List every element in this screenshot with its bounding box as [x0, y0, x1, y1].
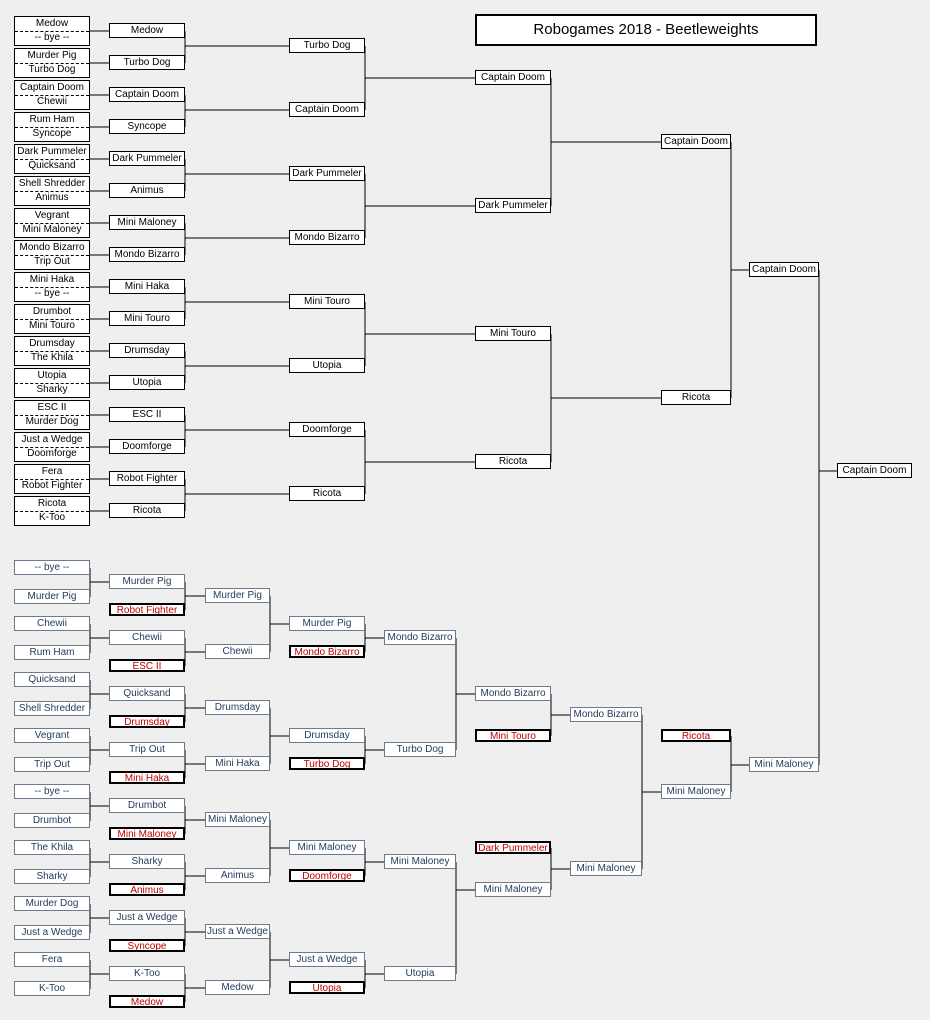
dropin-drumsday: Drumsday — [109, 715, 185, 728]
losers-r1-shell-shredder: Shell Shredder — [14, 701, 90, 716]
round1-match — [14, 208, 90, 238]
round2-mini-maloney: Mini Maloney — [109, 215, 185, 230]
entrant-name: Drumbot — [15, 305, 89, 320]
entrant-name: Rum Ham — [15, 113, 89, 128]
dropin-animus: Animus — [109, 883, 185, 896]
round2-esc-ii: ESC II — [109, 407, 185, 422]
entrant-name: Chewii — [36, 96, 67, 107]
losers-r1-bye: -- bye -- — [14, 560, 90, 575]
losers-r2-drumbot: Drumbot — [109, 798, 185, 813]
losers-r2-k-too: K-Too — [109, 966, 185, 981]
round2-utopia: Utopia — [109, 375, 185, 390]
losers-r1-fera: Fera — [14, 952, 90, 967]
entrant-name: The Khila — [30, 352, 74, 363]
round3-ricota: Ricota — [289, 486, 365, 501]
dropin-robot-fighter: Robot Fighter — [109, 603, 185, 616]
entrant-name: Syncope — [32, 128, 72, 139]
round5-ricota: Ricota — [661, 390, 731, 405]
round3-captain-doom: Captain Doom — [289, 102, 365, 117]
round4-mini-touro: Mini Touro — [475, 326, 551, 341]
losers-r4-murder-pig: Murder Pig — [289, 616, 365, 631]
round1-match — [14, 240, 90, 270]
entrant-name: ESC II — [15, 401, 89, 416]
losers-r2-chewii: Chewii — [109, 630, 185, 645]
entrant-name: Sharky — [36, 384, 68, 395]
dropin-syncope: Syncope — [109, 939, 185, 952]
losers-r6-mondo-bizarro: Mondo Bizarro — [475, 686, 551, 701]
dropin-mondo-bizarro: Mondo Bizarro — [289, 645, 365, 658]
entrant-name: Mondo Bizarro — [15, 241, 89, 256]
entrant-name: Dark Pummeler — [15, 145, 89, 160]
entrant-name: Mini Touro — [29, 320, 75, 331]
dropin-esc-ii: ESC II — [109, 659, 185, 672]
round2-mini-touro: Mini Touro — [109, 311, 185, 326]
losers-r2-just-a-wedge: Just a Wedge — [109, 910, 185, 925]
entrant-name: -- bye -- — [34, 288, 70, 299]
losers-r3-just-a-wedge: Just a Wedge — [205, 924, 270, 939]
entrant-name: Utopia — [15, 369, 89, 384]
losers-r1-k-too: K-Too — [14, 981, 90, 996]
losers-r2-murder-pig: Murder Pig — [109, 574, 185, 589]
entrant-name: Ricota — [15, 497, 89, 512]
round4-dark-pummeler: Dark Pummeler — [475, 198, 551, 213]
losers-r1-murder-dog: Murder Dog — [14, 896, 90, 911]
entrant-name: -- bye -- — [34, 32, 70, 43]
round1-match — [14, 48, 90, 78]
round2-turbo-dog: Turbo Dog — [109, 55, 185, 70]
round5-captain-doom: Captain Doom — [661, 134, 731, 149]
dropin-mini-maloney: Mini Maloney — [109, 827, 185, 840]
entrant-name: Captain Doom — [15, 81, 89, 96]
losers-r1-bye: -- bye -- — [14, 784, 90, 799]
round2-mondo-bizarro: Mondo Bizarro — [109, 247, 185, 262]
dropin-turbo-dog: Turbo Dog — [289, 757, 365, 770]
entrant-name: Trip Out — [34, 256, 70, 267]
round2-dark-pummeler: Dark Pummeler — [109, 151, 185, 166]
entrant-name: Robot Fighter — [21, 480, 83, 491]
entrant-name: Mini Maloney — [22, 224, 82, 235]
round1-match — [14, 368, 90, 398]
losers-r5-utopia: Utopia — [384, 966, 456, 981]
losers-r4-mini-maloney: Mini Maloney — [289, 840, 365, 855]
losers-r3-drumsday: Drumsday — [205, 700, 270, 715]
round2-animus: Animus — [109, 183, 185, 198]
entrant-name: Quicksand — [28, 160, 76, 171]
entrant-name: Turbo Dog — [28, 64, 76, 75]
losers-r3-animus: Animus — [205, 868, 270, 883]
round2-doomforge: Doomforge — [109, 439, 185, 454]
losers-r5-mini-maloney: Mini Maloney — [384, 854, 456, 869]
round1-match — [14, 432, 90, 462]
round1-match — [14, 304, 90, 334]
entrant-name: Doomforge — [27, 448, 77, 459]
dropin-mini-haka: Mini Haka — [109, 771, 185, 784]
round2-ricota: Ricota — [109, 503, 185, 518]
losers-r1-drumbot: Drumbot — [14, 813, 90, 828]
entrant-name: Mini Haka — [15, 273, 89, 288]
entrant-name: Medow — [15, 17, 89, 32]
round2-captain-doom: Captain Doom — [109, 87, 185, 102]
entrant-name: Shell Shredder — [15, 177, 89, 192]
losers-r1-quicksand: Quicksand — [14, 672, 90, 687]
losers-r5-turbo-dog: Turbo Dog — [384, 742, 456, 757]
round1-match — [14, 176, 90, 206]
losers-r8-mini-maloney: Mini Maloney — [661, 784, 731, 799]
round1-match — [14, 144, 90, 174]
winners-final-champion: Captain Doom — [749, 262, 819, 277]
grand-final-champion: Captain Doom — [837, 463, 912, 478]
entrant-name: Animus — [35, 192, 69, 203]
dropin-ricota: Ricota — [661, 729, 731, 742]
round1-match — [14, 496, 90, 526]
losers-r3-mini-maloney: Mini Maloney — [205, 812, 270, 827]
dropin-dark-pummeler: Dark Pummeler — [475, 841, 551, 854]
losers-r1-just-a-wedge: Just a Wedge — [14, 925, 90, 940]
losers-r1-chewii: Chewii — [14, 616, 90, 631]
entrant-name: K-Too — [38, 512, 66, 523]
entrant-name: Murder Pig — [15, 49, 89, 64]
entrant-name: Murder Dog — [25, 416, 79, 427]
losers-r3-medow: Medow — [205, 980, 270, 995]
dropin-medow: Medow — [109, 995, 185, 1008]
losers-r4-drumsday: Drumsday — [289, 728, 365, 743]
losers-r2-sharky: Sharky — [109, 854, 185, 869]
round2-medow: Medow — [109, 23, 185, 38]
losers-r1-trip-out: Trip Out — [14, 757, 90, 772]
losers-r4-just-a-wedge: Just a Wedge — [289, 952, 365, 967]
round3-doomforge: Doomforge — [289, 422, 365, 437]
round4-captain-doom: Captain Doom — [475, 70, 551, 85]
round3-dark-pummeler: Dark Pummeler — [289, 166, 365, 181]
entrant-name: Vegrant — [15, 209, 89, 224]
round2-mini-haka: Mini Haka — [109, 279, 185, 294]
losers-r6-mini-maloney: Mini Maloney — [475, 882, 551, 897]
round1-match — [14, 400, 90, 430]
losers-r3-chewii: Chewii — [205, 644, 270, 659]
round1-match — [14, 464, 90, 494]
entrant-name: Fera — [15, 465, 89, 480]
round4-ricota: Ricota — [475, 454, 551, 469]
losers-r1-sharky: Sharky — [14, 869, 90, 884]
losers-r5-mondo-bizarro: Mondo Bizarro — [384, 630, 456, 645]
entrant-name: Just a Wedge — [15, 433, 89, 448]
dropin-doomforge: Doomforge — [289, 869, 365, 882]
losers-r1-the-khila: The Khila — [14, 840, 90, 855]
round3-mini-touro: Mini Touro — [289, 294, 365, 309]
round3-mondo-bizarro: Mondo Bizarro — [289, 230, 365, 245]
losers-r2-trip-out: Trip Out — [109, 742, 185, 757]
round2-robot-fighter: Robot Fighter — [109, 471, 185, 486]
page-title: Robogames 2018 - Beetleweights — [475, 14, 817, 46]
round2-syncope: Syncope — [109, 119, 185, 134]
losers-r1-murder-pig: Murder Pig — [14, 589, 90, 604]
round1-match — [14, 336, 90, 366]
losers-r1-rum-ham: Rum Ham — [14, 645, 90, 660]
round2-drumsday: Drumsday — [109, 343, 185, 358]
losers-r3-murder-pig: Murder Pig — [205, 588, 270, 603]
losers-r3-mini-haka: Mini Haka — [205, 756, 270, 771]
entrant-name: Drumsday — [15, 337, 89, 352]
round1-match — [14, 272, 90, 302]
losers-r2-quicksand: Quicksand — [109, 686, 185, 701]
losers-r7-mini-maloney: Mini Maloney — [570, 861, 642, 876]
dropin-utopia: Utopia — [289, 981, 365, 994]
losers-final-mini-maloney: Mini Maloney — [749, 757, 819, 772]
losers-r7-mondo-bizarro: Mondo Bizarro — [570, 707, 642, 722]
round3-utopia: Utopia — [289, 358, 365, 373]
round1-match — [14, 112, 90, 142]
losers-r1-vegrant: Vegrant — [14, 728, 90, 743]
round3-turbo-dog: Turbo Dog — [289, 38, 365, 53]
round1-match — [14, 16, 90, 46]
dropin-mini-touro: Mini Touro — [475, 729, 551, 742]
round1-match — [14, 80, 90, 110]
